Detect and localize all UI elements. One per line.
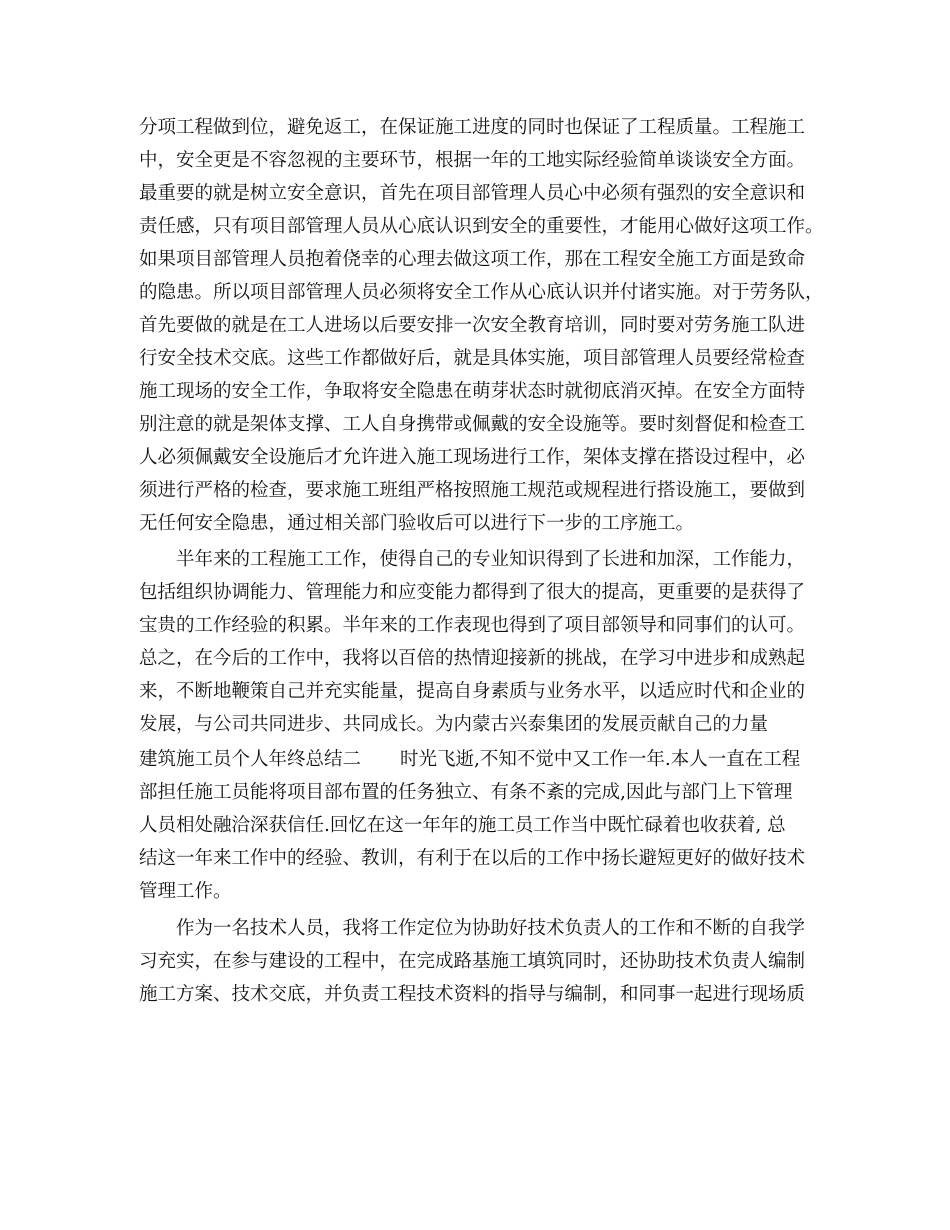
- line-text: 人员相处融洽深获信任.回忆在这一年年的施工员工作当中既忙碌着也收获着, 总: [139, 815, 786, 836]
- line-text: 宝贵的工作经验的积累。半年来的工作表现也得到了项目部领导和同事们的认可。: [139, 615, 806, 636]
- paragraph-line: [0, 441, 950, 475]
- paragraph-line: [0, 875, 950, 909]
- paragraph-line: [0, 576, 950, 610]
- line-text: 中，安全更是不容忽视的主要环节，根据一年的工地实际经验简单谈谈安全方面。: [139, 150, 806, 171]
- paragraph-line: [0, 776, 950, 810]
- line-text: 如果项目部管理人员抱着侥幸的心理去做这项工作，那在工程安全施工方面是致命: [139, 249, 806, 270]
- line-text: 施工方案、技术交底，并负责工程技术资料的指导与编制，和同事一起进行现场质: [139, 984, 806, 1005]
- paragraph-line: [0, 177, 950, 211]
- line-text: 责任感，只有项目部管理人员从心底认识到安全的重要性，才能用心做好这项工作。: [139, 216, 824, 237]
- line-text: 人必须佩戴安全设施后才允许进入施工现场进行工作，架体支撑在搭设过程中，必: [139, 447, 806, 468]
- paragraph-line: [0, 309, 950, 343]
- line-text: 来，不断地鞭策自己并充实能量，提高自身素质与业务水平，以适应时代和企业的: [139, 681, 806, 702]
- line-text: 半年来的工程施工工作，使得自己的专业知识得到了长进和加深，工作能力，: [176, 549, 806, 570]
- line-text: 首先要做的就是在工人进场以后要安排一次安全教育培训，同时要对劳务施工队进: [139, 315, 806, 336]
- paragraph-line: [0, 912, 950, 946]
- line-text: 结这一年来工作中的经验、教训，有利于在以后的工作中扬长避短更好的做好技术: [139, 848, 806, 869]
- line-text: 须进行严格的检查，要求施工班组严格按照施工规范或规程进行搭设施工，要做到: [139, 480, 806, 501]
- line-text: 包括组织协调能力、管理能力和应变能力都得到了很大的提高，更重要的是获得了: [139, 582, 806, 603]
- line-text: 的隐患。所以项目部管理人员必须将安全工作从心底认识并付诸实施。对于劳务队，: [139, 282, 824, 303]
- line-text: 时光飞逝,不知不觉中又工作一年.本人一直在工程: [400, 749, 801, 770]
- paragraph-line: [0, 543, 950, 577]
- line-text: 管理工作。: [139, 881, 232, 902]
- line-text: 分项工程做到位，避免返工，在保证施工进度的同时也保证了工程质量。工程施工: [139, 117, 806, 138]
- paragraph-line: [0, 609, 950, 643]
- paragraph-line: [0, 375, 950, 409]
- paragraph-line: [0, 842, 950, 876]
- paragraph-line: [0, 474, 950, 508]
- paragraph-line: [0, 708, 950, 742]
- line-text: 无任何安全隐患，通过相关部门验收后可以进行下一步的工序施工。: [139, 513, 695, 534]
- line-text: 施工现场的安全工作，争取将安全隐患在萌芽状态时就彻底消灭掉。在安全方面特: [139, 381, 806, 402]
- paragraph-line: [0, 809, 950, 843]
- paragraph-line: [0, 144, 950, 178]
- paragraph-line: [0, 210, 950, 244]
- line-text: 最重要的就是树立安全意识，首先在项目部管理人员心中必须有强烈的安全意识和: [139, 183, 806, 204]
- line-text: 发展，与公司共同进步、共同成长。为内蒙古兴泰集团的发展贡献自己的力量: [139, 714, 769, 735]
- paragraph-line: [0, 111, 950, 145]
- paragraph-line: [0, 507, 950, 541]
- paragraph-line: [0, 243, 950, 277]
- paragraph-line: [0, 276, 950, 310]
- line-text: 总之，在今后的工作中，我将以百倍的热情迎接新的挑战，在学习中进步和成熟起: [139, 648, 806, 669]
- paragraph-line: [0, 675, 950, 709]
- paragraph-line: [0, 945, 950, 979]
- paragraph-line: [0, 642, 950, 676]
- paragraph-line: [0, 743, 950, 777]
- line-text: 习充实，在参与建设的工程中，在完成路基施工填筑同时，还协助技术负责人编制: [139, 951, 806, 972]
- line-text: 作为一名技术人员，我将工作定位为协助好技术负责人的工作和不断的自我学: [176, 918, 806, 939]
- paragraph-line: [0, 978, 950, 1012]
- line-text: 行安全技术交底。这些工作都做好后，就是具体实施，项目部管理人员要经常检查: [139, 348, 806, 369]
- paragraph-line: [0, 408, 950, 442]
- paragraph-line: [0, 342, 950, 376]
- line-text: 别注意的就是架体支撑、工人自身携带或佩戴的安全设施等。要时刻督促和检查工: [139, 414, 806, 435]
- section-title: 建筑施工员个人年终总结二: [139, 749, 362, 770]
- line-text: 部担任施工员能将项目部布置的任务独立、有条不紊的完成,因此与部门上下管理: [139, 782, 793, 803]
